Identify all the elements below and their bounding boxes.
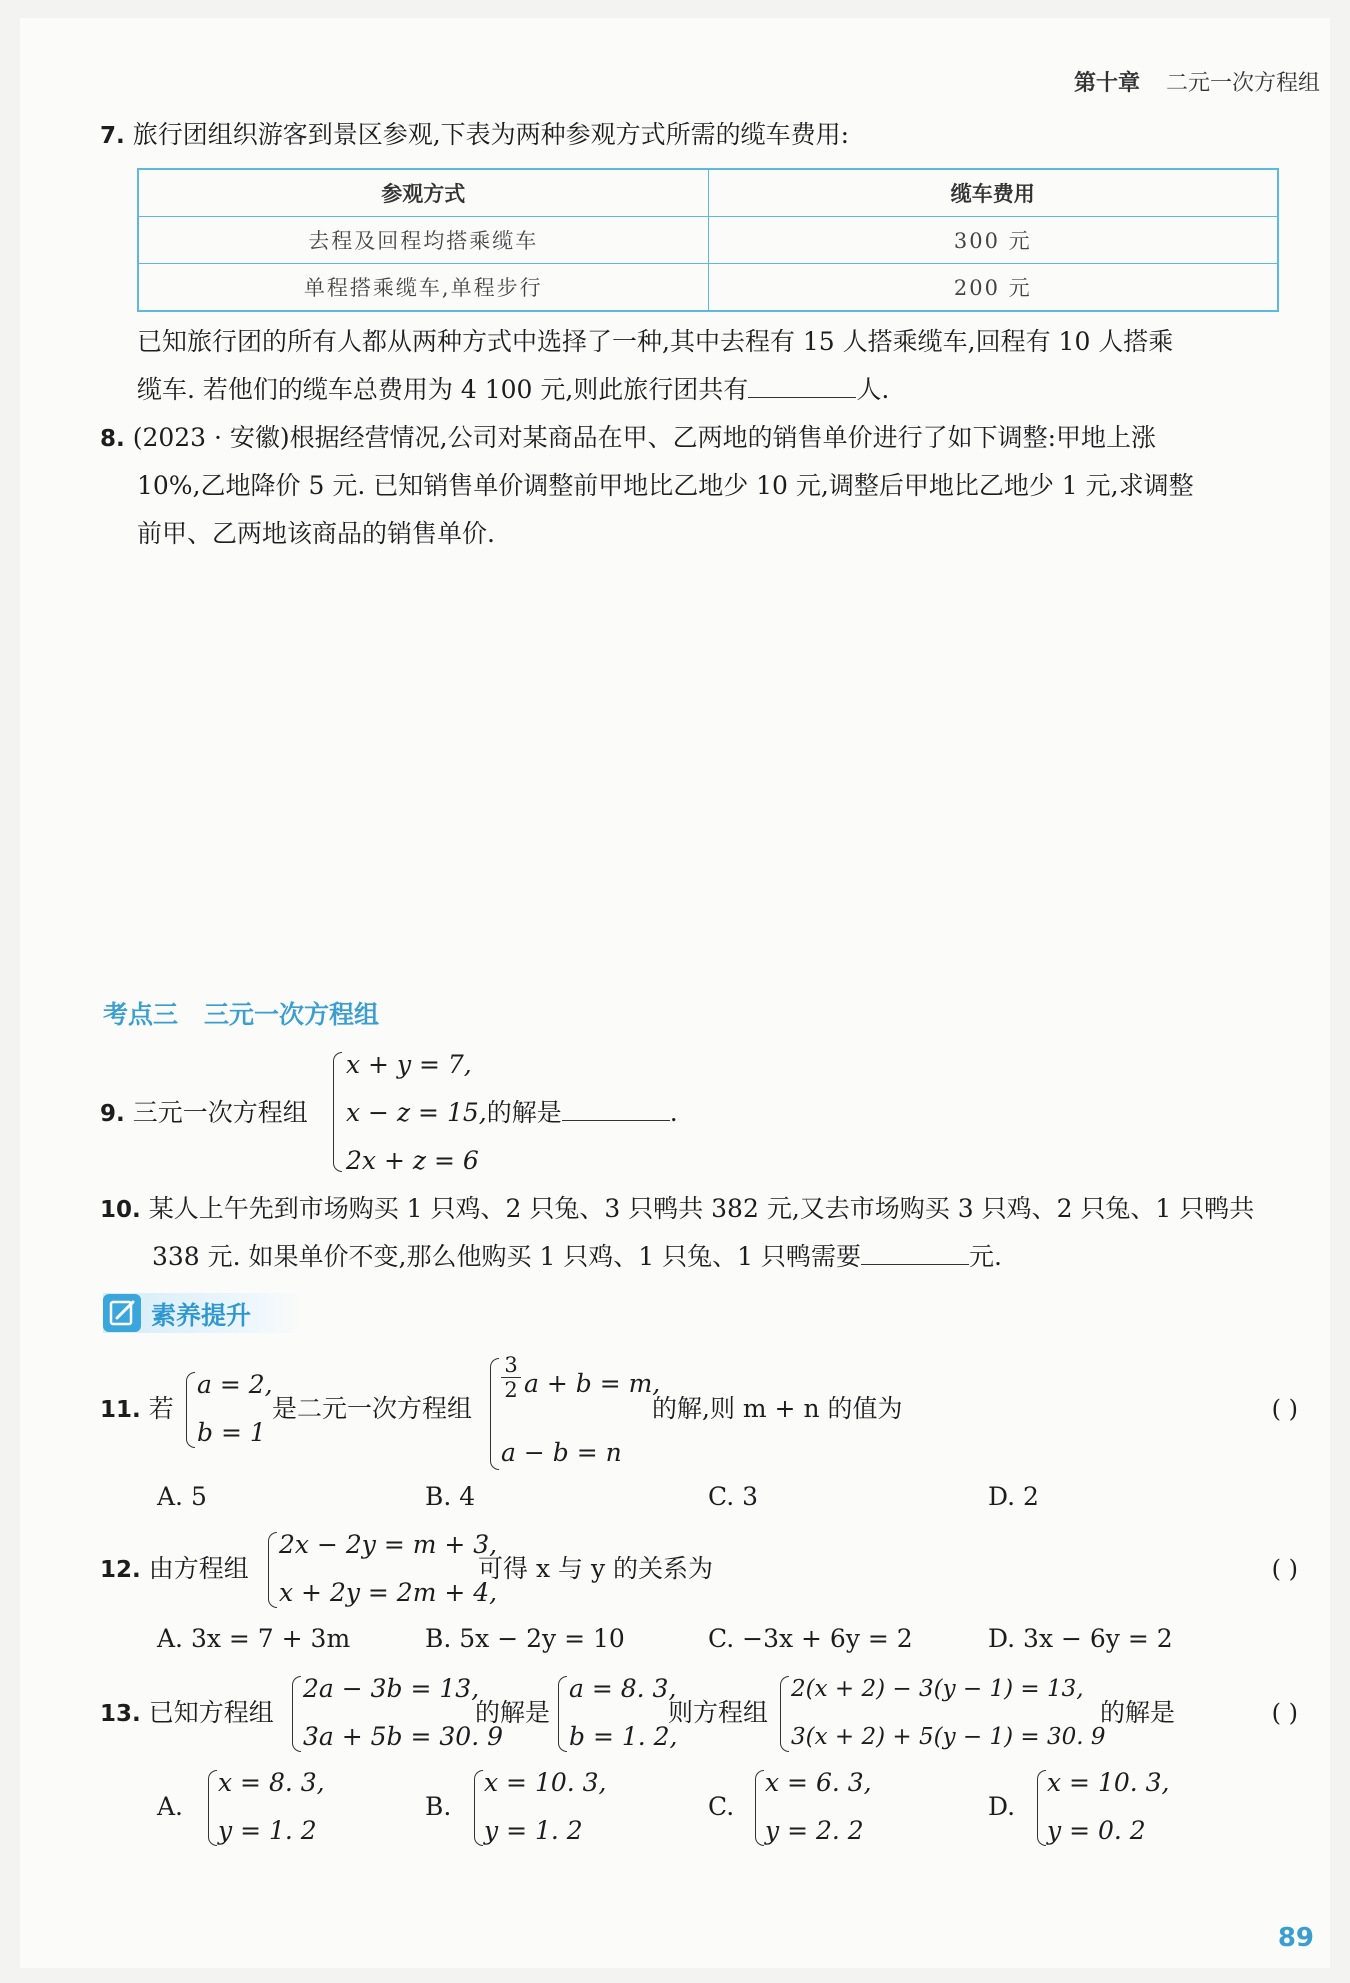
option-d-x: x = 10. 3, — [1047, 1768, 1170, 1797]
page-number: 89 — [1277, 1923, 1314, 1953]
running-header — [1074, 66, 1320, 97]
option-b: B. 5x − 2y = 10 — [425, 1624, 625, 1653]
question-number: 7. — [100, 123, 125, 149]
solution-line: a = 2, — [197, 1370, 273, 1399]
question-number: 10. — [100, 1197, 141, 1223]
question-text: 旅行团组织游客到景区参观,下表为两种参观方式所需的缆车费用: — [132, 120, 850, 149]
fraction-denominator: 2 — [504, 1378, 518, 1402]
brace-icon — [558, 1676, 567, 1752]
question-number: 13. — [100, 1701, 141, 1727]
question-text: 缆车. 若他们的缆车总费用为 4 100 元,则此旅行团共有 — [137, 375, 749, 404]
option-a: A. 3x = 7 + 3m — [157, 1624, 351, 1653]
question-10-line — [100, 1192, 1254, 1227]
answer-blank — [748, 373, 856, 398]
question-text: (2023 · 安徽)根据经营情况,公司对某商品在甲、乙两地的销售单价进行了如下调整:甲地上涨 — [132, 423, 1157, 452]
table-header-cell: 参观方式 — [138, 169, 708, 217]
equation-line: a − b = n — [501, 1438, 622, 1467]
chapter-label: 第十章 — [1073, 71, 1140, 96]
equation-line: 3(x + 2) + 5(y − 1) = 30. 9 — [791, 1724, 1106, 1750]
option-d: D. 2 — [988, 1482, 1039, 1511]
question-text: 元. — [969, 1242, 1002, 1271]
fraction — [501, 1354, 521, 1401]
option-c: C. 3 — [708, 1482, 759, 1511]
equation-line: 2a − 3b = 13, — [303, 1674, 480, 1703]
answer-blank — [562, 1096, 670, 1121]
banner-title: 素养提升 — [151, 1301, 252, 1330]
question-12-prefix — [100, 1552, 249, 1587]
equation-line: 2x − 2y = m + 3, — [279, 1530, 498, 1559]
option-b-x: x = 10. 3, — [484, 1768, 607, 1797]
question-text: 的解,则 m + n 的值为 — [652, 1394, 903, 1423]
option-a-label: A. — [157, 1792, 184, 1821]
option-a: A. 5 — [157, 1482, 207, 1511]
table-header-cell: 缆车费用 — [708, 169, 1278, 217]
question-8-line — [100, 421, 1156, 456]
brace-icon — [292, 1676, 301, 1752]
option-c-label: C. — [708, 1792, 735, 1821]
equation-line: x − z = 15, — [346, 1098, 487, 1127]
question-text: 已知方程组 — [148, 1698, 274, 1727]
equation-line: x + 2y = 2m + 4, — [279, 1578, 498, 1607]
answer-parentheses: ( ) — [1271, 1699, 1298, 1727]
option-d-y: y = 0. 2 — [1047, 1816, 1146, 1845]
question-text: 若 — [148, 1394, 174, 1423]
option-d: D. 3x − 6y = 2 — [988, 1624, 1173, 1653]
question-text: . — [669, 1098, 678, 1127]
brace-icon — [186, 1372, 195, 1448]
question-text: 由方程组 — [148, 1554, 249, 1583]
brace-icon — [208, 1770, 217, 1846]
section-banner — [103, 1293, 303, 1333]
section-tag: 考点三 — [103, 1000, 179, 1029]
option-b-y: y = 1. 2 — [484, 1816, 583, 1845]
question-7-stem — [100, 118, 849, 153]
table-cell: 去程及回程均搭乘缆车 — [138, 217, 708, 264]
question-9-prefix — [100, 1096, 308, 1131]
question-text: 可得 x 与 y 的关系为 — [478, 1554, 714, 1583]
answer-parentheses: ( ) — [1271, 1555, 1298, 1583]
cable-car-fee-table — [137, 168, 1279, 312]
question-10-line — [152, 1240, 1002, 1274]
brace-icon — [268, 1532, 277, 1608]
solution-line: a = 8. 3, — [569, 1674, 677, 1703]
question-number: 11. — [100, 1397, 141, 1423]
table-row — [138, 217, 1278, 264]
brace-icon — [780, 1676, 789, 1752]
equation-line: a + b = m, — [524, 1369, 661, 1398]
question-8-line: 前甲、乙两地该商品的销售单价. — [137, 519, 495, 548]
question-text: 人. — [856, 375, 890, 404]
table-cell: 300 元 — [708, 217, 1278, 264]
section-heading — [103, 995, 379, 1031]
equation-line: x + y = 7, — [346, 1050, 472, 1079]
table-row — [138, 264, 1278, 312]
table-cell: 200 元 — [708, 264, 1278, 312]
equation-line: 3a + 5b = 30. 9 — [303, 1722, 504, 1751]
question-9-equation-line — [346, 1096, 678, 1130]
question-text: 338 元. 如果单价不变,那么他购买 1 只鸡、1 只兔、1 只鸭需要 — [152, 1242, 862, 1271]
question-text: 是二元一次方程组 — [272, 1394, 473, 1423]
brace-icon — [490, 1358, 499, 1470]
equation-line: 2x + z = 6 — [346, 1146, 479, 1175]
brace-icon — [474, 1770, 483, 1846]
equation-line: 2(x + 2) − 3(y − 1) = 13, — [791, 1676, 1084, 1702]
question-number: 9. — [100, 1101, 125, 1127]
question-text: 三元一次方程组 — [132, 1098, 308, 1127]
question-number: 12. — [100, 1557, 141, 1583]
pencil-check-icon — [103, 1294, 141, 1332]
question-text: 的解是 — [486, 1098, 562, 1127]
question-text: 的解是 — [1100, 1698, 1176, 1727]
table-header-row — [138, 169, 1278, 217]
brace-icon — [1037, 1770, 1046, 1846]
section-title: 三元一次方程组 — [204, 1000, 380, 1029]
question-7-line: 已知旅行团的所有人都从两种方式中选择了一种,其中去程有 15 人搭乘缆车,回程有 10 人搭乘 — [137, 327, 1174, 356]
question-7-line — [137, 373, 889, 407]
option-c-x: x = 6. 3, — [765, 1768, 872, 1797]
question-text: 则方程组 — [668, 1698, 769, 1727]
option-c: C. −3x + 6y = 2 — [708, 1624, 913, 1653]
brace-icon — [333, 1052, 342, 1172]
table-cell: 单程搭乘缆车,单程步行 — [138, 264, 708, 312]
option-b: B. 4 — [425, 1482, 476, 1511]
question-11-prefix — [100, 1392, 174, 1427]
option-c-y: y = 2. 2 — [765, 1816, 864, 1845]
answer-blank — [861, 1240, 969, 1265]
question-text: 的解是 — [475, 1698, 551, 1727]
fraction-numerator: 3 — [504, 1353, 518, 1377]
solution-line: b = 1. 2, — [569, 1722, 678, 1751]
option-a-y: y = 1. 2 — [218, 1816, 317, 1845]
chapter-title: 二元一次方程组 — [1165, 71, 1320, 96]
option-d-label: D. — [988, 1792, 1016, 1821]
question-number: 8. — [100, 426, 125, 452]
question-13-prefix — [100, 1696, 274, 1731]
answer-parentheses: ( ) — [1271, 1395, 1298, 1423]
option-a-x: x = 8. 3, — [218, 1768, 325, 1797]
brace-icon — [755, 1770, 764, 1846]
question-8-line: 10%,乙地降价 5 元. 已知销售单价调整前甲地比乙地少 10 元,调整后甲地比乙地少 1 元,求调整 — [137, 471, 1194, 500]
option-b-label: B. — [425, 1792, 452, 1821]
solution-line: b = 1 — [197, 1418, 266, 1447]
question-text: 某人上午先到市场购买 1 只鸡、2 只兔、3 只鸭共 382 元,又去市场购买 3 只鸡、2 只兔、1 只鸭共 — [148, 1194, 1255, 1223]
